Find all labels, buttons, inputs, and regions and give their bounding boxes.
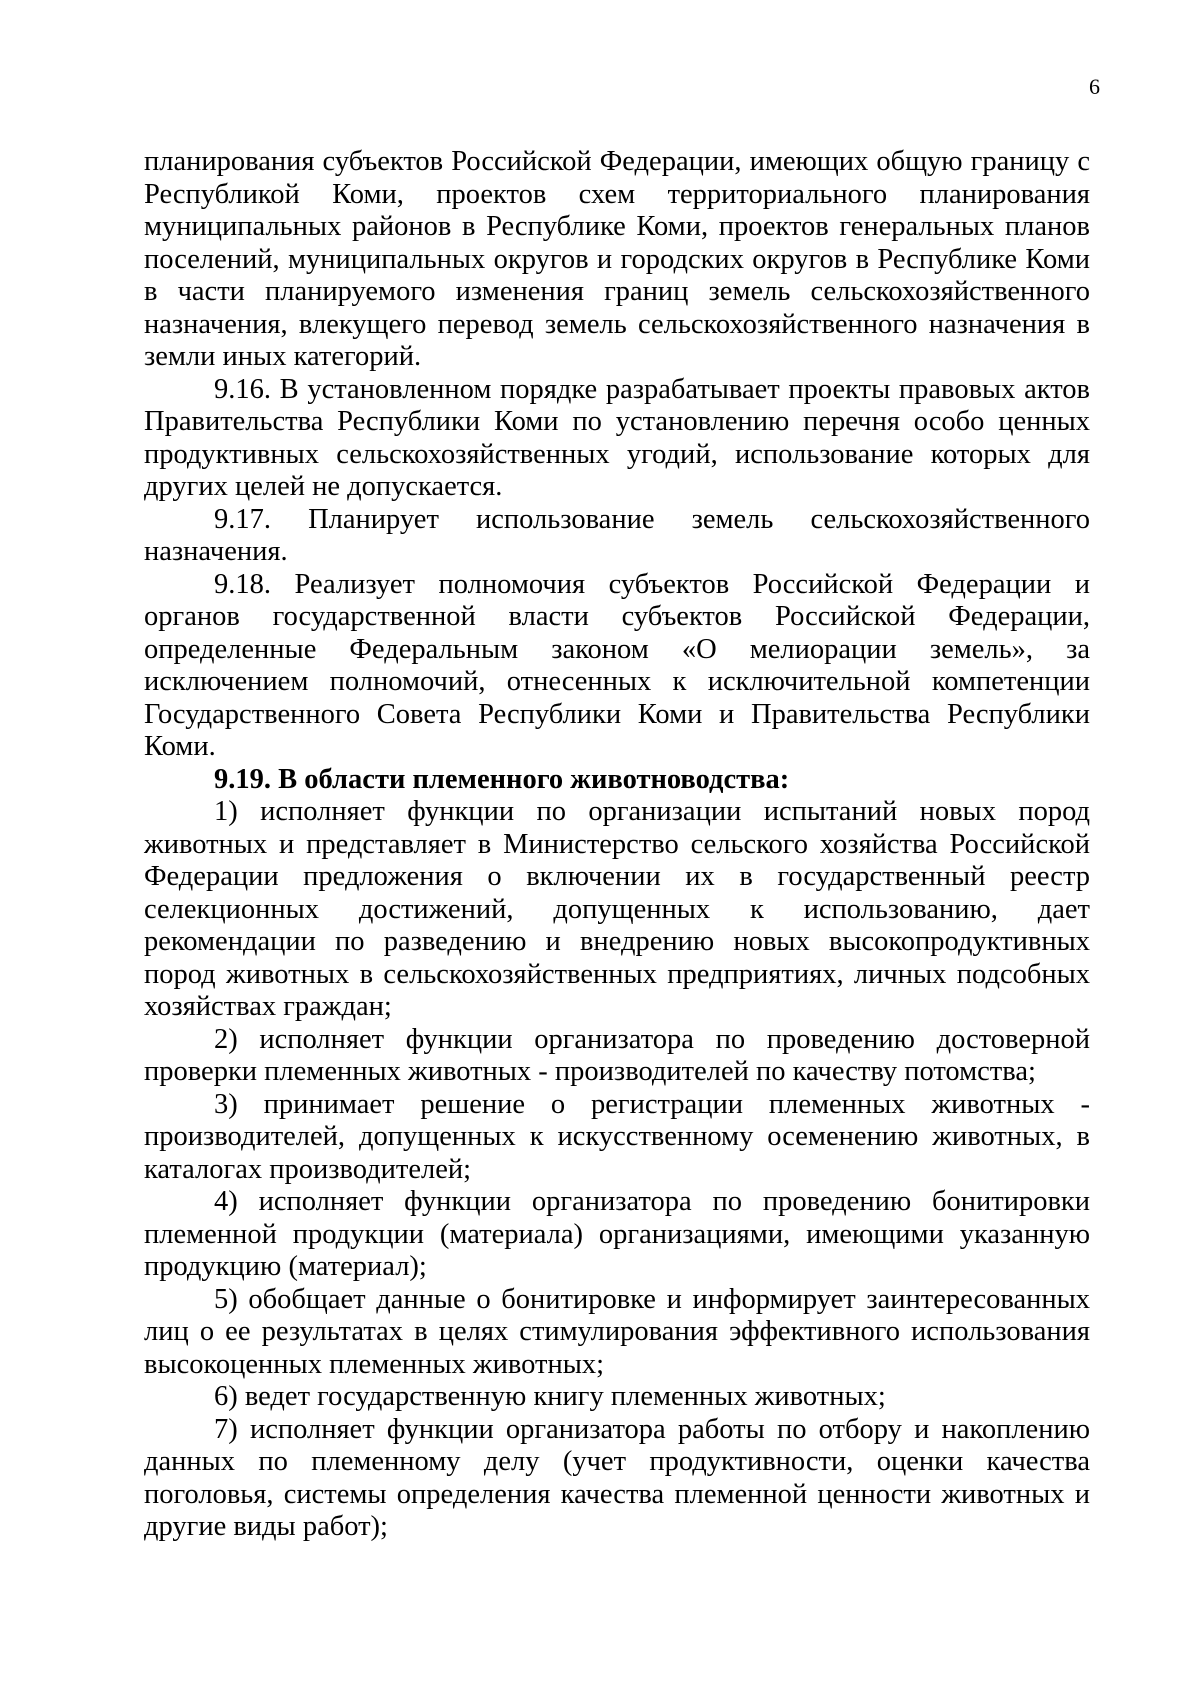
list-item-3: 3) принимает решение о регистрации племенных животных - производителей, допущенных к искусственному осеменению животных, в каталогах производителей; xyxy=(144,1088,1090,1185)
section-heading-9-19: 9.19. В области племенного животноводства: xyxy=(214,763,790,795)
list-item-2: 2) исполняет функции организатора по проведению достоверной проверки племенных животных - производителей по качеству потомства; xyxy=(144,1023,1090,1087)
list-item-7: 7) исполняет функции организатора работы по отбору и накоплению данных по племенному делу (учет продуктивности, оценки качества поголовья, системы определения качества племенной ценности животных и другие виды работ); xyxy=(144,1413,1090,1542)
paragraph-9-18: 9.18. Реализует полномочия субъектов Российской Федерации и органов государственной власти субъектов Российской Федерации, определенные Федеральным законом «О мелиорации земель», за исключением полномочий, отнесенных к исключительной компетенции Государственного Совета Республики Коми и Правительства Республики Коми. xyxy=(144,568,1090,762)
page-number: 6 xyxy=(1089,74,1100,99)
list-item-5: 5) обобщает данные о бонитировке и информирует заинтересованных лиц о ее результатах в целях стимулирования эффективного использования высокоценных племенных животных; xyxy=(144,1283,1090,1380)
paragraph-continuation: планирования субъектов Российской Федерации, имеющих общую границу с Республикой Коми, проектов схем территориального планирования муниципальных районов в Республике Коми, проектов генеральных планов поселений, муниципальных округов и городских округов в Республике Коми в части планируемого изменения границ земель сельскохозяйственного назначения, влекущего перевод земель сельскохозяйственного назначения в земли иных категорий. xyxy=(144,146,1090,372)
list-item-4: 4) исполняет функции организатора по проведению бонитировки племенной продукции (материала) организациями, имеющими указанную продукцию (материал); xyxy=(144,1186,1090,1282)
paragraph-9-17: 9.17. Планирует использование земель сельскохозяйственного назначения. xyxy=(144,503,1090,567)
document-body xyxy=(144,146,1090,1544)
list-item-6: 6) ведет государственную книгу племенных животных; xyxy=(214,1381,886,1412)
list-item-1: 1) исполняет функции по организации испытаний новых пород животных и представляет в Министерство сельского хозяйства Российской Федерации предложения о включении их в государственный реестр селекционных достижений, допущенных к использованию, дает рекомендации по разведению и внедрению новых высокопродуктивных пород животных в сельскохозяйственных предприятиях, личных подсобных хозяйствах граждан; xyxy=(144,796,1090,1022)
paragraph-9-16: 9.16. В установленном порядке разрабатывает проекты правовых актов Правительства Республики Коми по установлению перечня особо ценных продуктивных сельскохозяйственных угодий, использование которых для других целей не допускается. xyxy=(144,373,1090,502)
